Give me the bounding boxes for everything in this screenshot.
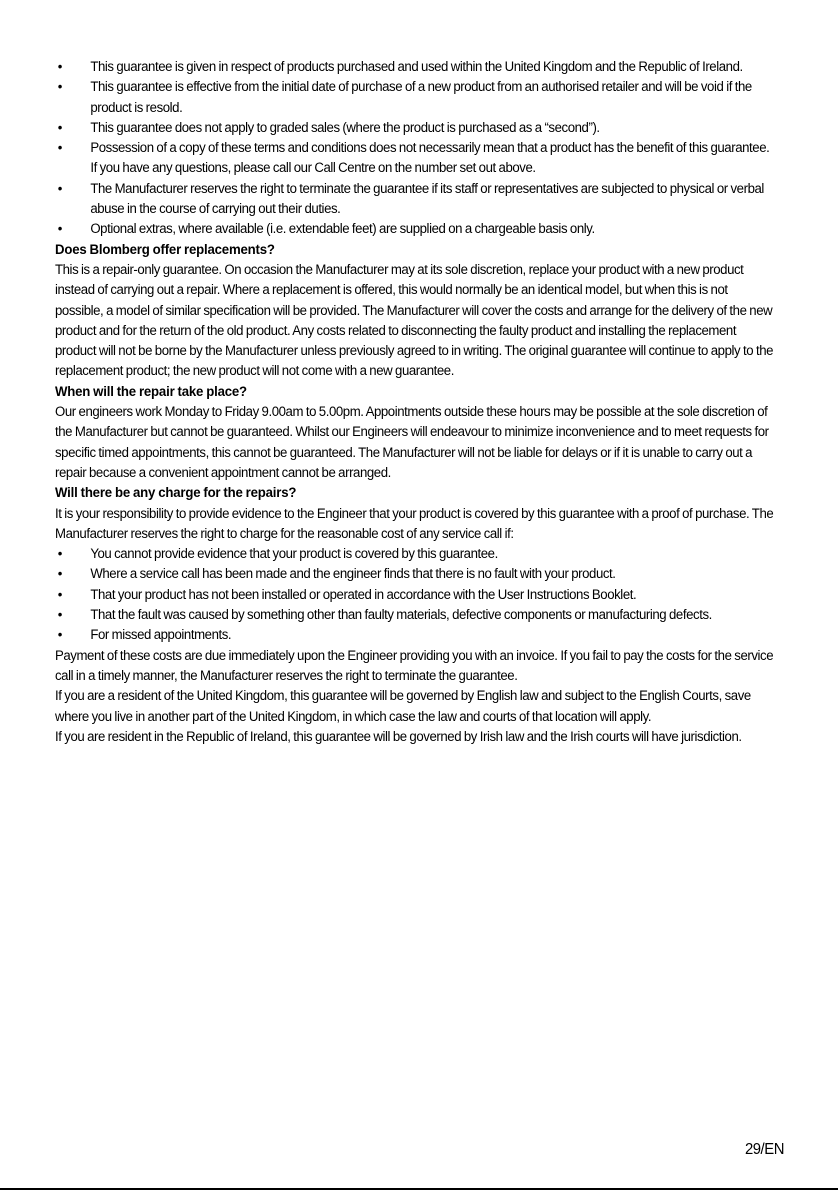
- list-item: [55, 605, 777, 625]
- document-page: [55, 57, 777, 747]
- repair-time-paragraph: Our engineers work Monday to Friday 9.00am to 5.00pm. Appointments outside these hours may be possible at the sole discretion of the Manufacturer but cannot be guaranteed. Whilst our Engineers will endeavour to minimize inconvenience and to meet requests for specific timed appointments, this cannot be guaranteed. The Manufacturer will not be liable for delays or if it is unable to carry out a repair because a convenient appointment cannot be arranged.: [55, 404, 769, 481]
- bullet-icon: •: [57, 180, 63, 197]
- list-item-text: Optional extras, where available (i.e. extendable feet) are supplied on a chargeable basis only.: [90, 221, 595, 238]
- list-item-text: For missed appointments.: [90, 627, 232, 644]
- bullet-icon: •: [57, 79, 63, 96]
- list-item: [55, 544, 777, 564]
- list-item: [55, 585, 777, 605]
- page-bottom-rule: [0, 1188, 838, 1190]
- repair-time-heading: When will the repair take place?: [55, 383, 247, 400]
- list-item-text: That the fault was caused by something other than faulty materials, defective components or manufacturing defects.: [90, 607, 712, 624]
- bullet-icon: •: [57, 140, 63, 157]
- list-item-text: This guarantee does not apply to graded sales (where the product is purchased as a “second”).: [90, 119, 600, 136]
- bullet-icon: •: [57, 546, 63, 563]
- list-item: [55, 138, 777, 179]
- bullet-icon: •: [57, 119, 63, 136]
- list-item: [55, 625, 777, 645]
- bullet-icon: •: [57, 627, 63, 644]
- list-item-text: Possession of a copy of these terms and conditions does not necessarily mean that a product has the benefit of this guarantee. If you have any questions, please call our Call Centre on the number set out above.: [90, 140, 770, 177]
- replacements-paragraph: This is a repair-only guarantee. On occasion the Manufacturer may at its sole discretion, replace your product with a new product instead of carrying out a repair. Where a replacement is offered, this would normally be an identical model, but when this is not possible, a model of similar specification will be provided. The Manufacturer will cover the costs and arrange for the delivery of the new product and for the return of the old product. Any costs related to disconnecting the faulty product and installing the replacement product will not be borne by the Manufacturer unless previously agreed to in writing. The original guarantee will continue to apply to the replacement product; the new product will not come with a new guarantee.: [55, 261, 774, 380]
- bullet-icon: •: [57, 586, 63, 603]
- bullet-icon: •: [57, 59, 63, 75]
- list-item: [55, 118, 777, 138]
- payment-paragraph: Payment of these costs are due immediately upon the Engineer providing you with an invoice. If you fail to pay the costs for the service call in a timely manner, the Manufacturer reserves the right to terminate the guarantee.: [55, 647, 774, 684]
- page-number: 29/EN: [744, 1141, 784, 1158]
- charges-intro-paragraph: It is your responsibility to provide evidence to the Engineer that your product is covered by this guarantee with a proof of purchase. The Manufacturer reserves the right to charge for the reasonable cost of any service call if:: [55, 505, 774, 542]
- bullet-icon: •: [57, 566, 63, 583]
- guarantee-conditions-list: [55, 57, 777, 240]
- list-item-text: The Manufacturer reserves the right to terminate the guarantee if its staff or representatives are subjected to physical or verbal abuse in the course of carrying out their duties.: [90, 180, 764, 218]
- charges-heading: Will there be any charge for the repairs?: [55, 485, 297, 502]
- replacements-heading: Does Blomberg offer replacements?: [55, 241, 275, 258]
- list-item-text: This guarantee is effective from the initial date of purchase of a new product from an authorised retailer and will be void if the product is resold.: [90, 79, 752, 116]
- charge-conditions-list: [55, 544, 777, 645]
- uk-law-paragraph: If you are a resident of the United Kingdom, this guarantee will be governed by English law and subject to the English Courts, save where you live in another part of the United Kingdom, in which case the law and courts of that location will apply.: [55, 688, 751, 725]
- bullet-icon: •: [57, 221, 63, 238]
- ireland-law-paragraph: If you are resident in the Republic of Ireland, this guarantee will be governed by Irish law and the Irish courts will have jurisdiction.: [55, 728, 742, 745]
- list-item-text: This guarantee is given in respect of products purchased and used within the United Kingdom and the Republic of Ireland.: [90, 59, 743, 75]
- list-item: [55, 179, 777, 220]
- list-item: [55, 57, 777, 77]
- list-item-text: That your product has not been installed or operated in accordance with the User Instructions Booklet.: [90, 586, 637, 603]
- list-item-text: You cannot provide evidence that your product is covered by this guarantee.: [90, 546, 498, 563]
- list-item-text: Where a service call has been made and the engineer finds that there is no fault with your product.: [90, 566, 616, 583]
- list-item: [55, 77, 777, 118]
- list-item: [55, 219, 777, 239]
- bullet-icon: •: [57, 607, 63, 624]
- list-item: [55, 564, 777, 584]
